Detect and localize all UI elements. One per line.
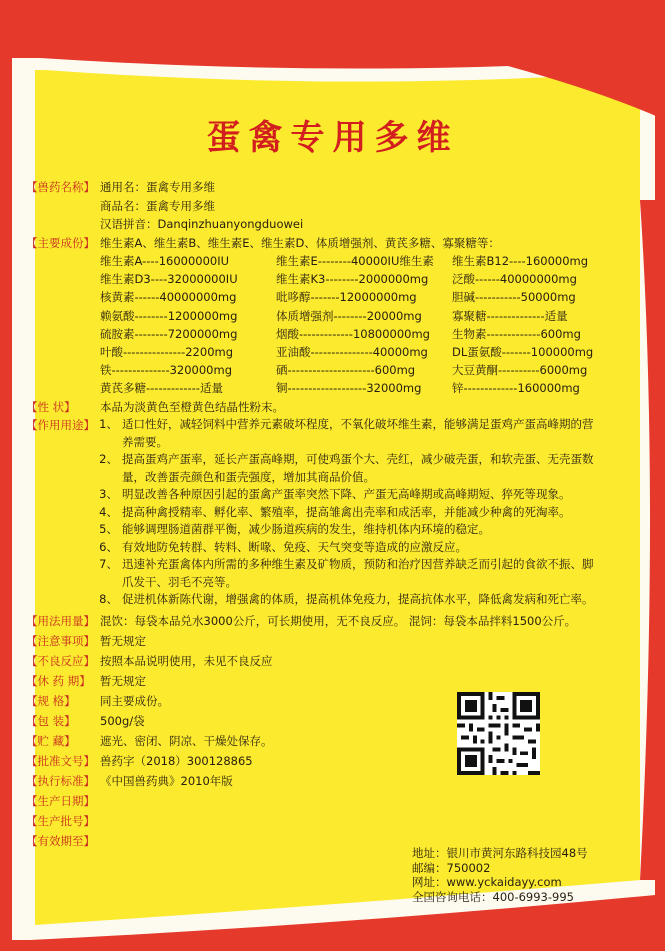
ingredients-row bbox=[26, 234, 641, 253]
field-label: 【批准文号】 bbox=[26, 753, 95, 768]
ingredient-cell: 烟酸-------------10800000mg bbox=[276, 326, 430, 341]
address: 地址：银川市黄河东路科技园48号 bbox=[412, 846, 588, 860]
pinyin-row bbox=[26, 215, 641, 234]
ingredient-cell: 锌-------------160000mg bbox=[452, 381, 580, 396]
field-row bbox=[26, 611, 641, 631]
usage-item bbox=[26, 486, 641, 504]
field-label: 【不良反应】 bbox=[26, 653, 95, 668]
ingredient-cell: 大豆黄酮----------6000mg bbox=[452, 363, 588, 378]
field-row bbox=[26, 651, 641, 671]
ingredient-cell: 维生素B12----160000mg bbox=[452, 254, 589, 268]
field-value: 混饮：每袋本品兑水3000公斤，可长期使用，无不良反应。 混饲：每袋本品拌料1500公斤。 bbox=[100, 613, 577, 628]
ingredient-cell: 维生素K3--------2000000mg bbox=[276, 272, 429, 287]
ingredients-intro: 维生素A、维生素B、维生素E、维生素D、体质增强剂、黄芪多糖、寡聚糖等： bbox=[100, 235, 500, 250]
field-value: 《中国兽药典》2010年版 bbox=[100, 773, 233, 788]
field-value: 500g/袋 bbox=[100, 713, 145, 728]
ingredient-cell: 铜-------------------32000mg bbox=[276, 381, 422, 396]
field-row bbox=[26, 731, 641, 751]
field-value: 按照本品说明使用，未见不良反应 bbox=[100, 653, 273, 668]
field-label: 【生产日期】 bbox=[26, 793, 95, 808]
ingredient-row bbox=[100, 288, 641, 306]
ingredient-cell: 维生素A----16000000IU bbox=[100, 254, 230, 268]
field-label: 【执行标准】 bbox=[26, 773, 95, 788]
pinyin-name: 汉语拼音：Danqinzhuanyongduowei bbox=[100, 217, 304, 231]
ingredient-row bbox=[100, 252, 641, 270]
usage-item bbox=[26, 556, 641, 591]
usage-item-number: 6、 bbox=[99, 539, 118, 554]
field-label: 【休 药 期】 bbox=[26, 673, 91, 688]
usage-item-number: 3、 bbox=[99, 487, 118, 502]
ingredient-cell: 亚油酸---------------40000mg bbox=[276, 345, 428, 360]
field-row bbox=[26, 771, 641, 791]
name-row bbox=[26, 178, 641, 197]
contact-block bbox=[412, 846, 588, 904]
usage-item-number: 4、 bbox=[99, 504, 118, 519]
usage-item-number: 1、 bbox=[99, 417, 118, 432]
ingredient-row bbox=[100, 307, 641, 325]
ingredients-table bbox=[100, 252, 641, 398]
usage-item-text: 迅速补充蛋禽体内所需的多种维生素及矿物质，预防和治疗因营养缺乏而引起的食欲不振、脚爪发干、羽毛不亮等。 bbox=[122, 557, 594, 589]
character-label: 【性 状】 bbox=[26, 399, 76, 414]
field-list bbox=[26, 611, 641, 851]
ingredient-row bbox=[100, 379, 641, 397]
ingredient-row bbox=[100, 343, 641, 361]
usage-item-text: 提高种禽授精率、孵化率、繁殖率，提高雏禽出壳率和成活率，并能减少种禽的死淘率。 bbox=[122, 504, 571, 519]
name-label: 【兽药名称】 bbox=[26, 180, 95, 194]
ingredient-row bbox=[100, 270, 641, 288]
usage-item-number: 2、 bbox=[99, 452, 118, 467]
ingredient-cell: 维生素E--------40000IU维生素 bbox=[276, 254, 434, 268]
ingredient-cell: 铁--------------320000mg bbox=[100, 363, 232, 378]
usage-item bbox=[26, 521, 641, 539]
usage-item bbox=[26, 416, 641, 451]
ingredient-cell: 硒---------------------600mg bbox=[276, 363, 416, 378]
hotline: 全国咨询电话：400-6993-995 bbox=[412, 889, 574, 904]
field-value: 遮光、密闭、阴凉、干燥处保存。 bbox=[100, 733, 273, 748]
usage-item-number: 5、 bbox=[99, 522, 118, 537]
product-title: 蛋禽专用多维 bbox=[206, 118, 459, 158]
field-label: 【注意事项】 bbox=[26, 633, 95, 648]
field-label: 【用法用量】 bbox=[26, 613, 95, 628]
usage-item bbox=[26, 504, 641, 522]
usage-label: 【作用用途】 bbox=[26, 418, 95, 433]
generic-name: 通用名：蛋禽专用多维 bbox=[100, 180, 215, 194]
field-value bbox=[100, 811, 641, 831]
ingredient-row bbox=[100, 325, 641, 343]
ingredient-cell: 赖氨酸--------1200000mg bbox=[100, 308, 238, 323]
trade-name-row bbox=[26, 197, 641, 216]
usage-item-text: 有效地防免转群、转料、断喙、免疫、天气突变等造成的应激反应。 bbox=[122, 539, 467, 554]
field-value: 同主要成份。 bbox=[100, 693, 169, 708]
ingredient-cell: 吡哆醇-------12000000mg bbox=[276, 290, 417, 305]
ingredient-cell: 生物素-------------600mg bbox=[452, 326, 581, 341]
field-row bbox=[26, 811, 641, 831]
field-label: 【包 装】 bbox=[26, 713, 76, 728]
usage-item-number: 7、 bbox=[99, 557, 118, 572]
ingredient-cell: 寡聚糖--------------适量 bbox=[452, 308, 568, 323]
ingredient-cell: 泛酸------40000000mg bbox=[452, 272, 577, 287]
field-label: 【贮 藏】 bbox=[26, 733, 76, 748]
field-label: 【有效期至】 bbox=[26, 833, 95, 848]
field-row bbox=[26, 751, 641, 771]
field-label: 【规 格】 bbox=[26, 693, 76, 708]
field-value: 暂无规定 bbox=[100, 673, 146, 688]
usage-item bbox=[26, 451, 641, 486]
field-row bbox=[26, 631, 641, 651]
ingredient-cell: 硫胺素--------7200000mg bbox=[100, 326, 238, 341]
usage-item bbox=[26, 591, 641, 609]
website-link[interactable]: 网址：www.yckaidayy.com bbox=[412, 875, 562, 889]
ingredient-cell: 叶酸---------------2200mg bbox=[100, 345, 234, 360]
field-row bbox=[26, 671, 641, 691]
character-text: 本品为淡黄色至橙黄色结晶性粉末。 bbox=[100, 399, 284, 414]
character-row bbox=[26, 398, 641, 417]
field-value: 兽药字（2018）300128865 bbox=[100, 753, 253, 768]
ingredient-row bbox=[100, 361, 641, 379]
usage-item-number: 8、 bbox=[99, 592, 118, 607]
ingredient-cell: DL蛋氨酸-------100000mg bbox=[452, 345, 594, 360]
field-row bbox=[26, 711, 641, 731]
field-row bbox=[26, 791, 641, 811]
usage-item-text: 适口性好，减轻饲料中营养元素破坏程度，不氧化破坏维生素，能够满足蛋鸡产蛋高峰期的营养需要。 bbox=[122, 417, 594, 449]
label-content bbox=[26, 178, 641, 851]
usage-item-text: 提高蛋鸡产蛋率，延长产蛋高峰期，可使鸡蛋个大、壳红，减少破壳蛋，和软壳蛋、无壳蛋数量，改善蛋壳颜色和蛋壳强度，增加其商品价值。 bbox=[122, 452, 594, 484]
field-value: 暂无规定 bbox=[100, 633, 146, 648]
field-row bbox=[26, 691, 641, 711]
postcode: 邮编：750002 bbox=[412, 860, 491, 875]
qr-code[interactable] bbox=[457, 692, 540, 775]
ingredient-cell: 维生素D3----32000000IU bbox=[100, 272, 238, 287]
ingredient-cell: 黄芪多糖-------------适量 bbox=[100, 381, 223, 396]
ingredients-label: 【主要成份】 bbox=[26, 235, 95, 250]
field-label: 【生产批号】 bbox=[26, 813, 95, 828]
usage-item bbox=[26, 539, 641, 557]
ingredient-cell: 胆碱-----------50000mg bbox=[452, 290, 576, 305]
field-value bbox=[100, 791, 641, 811]
usage-item-text: 能够调理肠道菌群平衡，减少肠道疾病的发生，维持机体内环境的稳定。 bbox=[122, 522, 490, 537]
usage-item-text: 促进机体新陈代谢，增强禽的体质，提高机体免疫力，提高抗体水平，降低禽发病和死亡率。 bbox=[122, 592, 594, 607]
usage-item-text: 明显改善各种原因引起的蛋禽产蛋率突然下降、产蛋无高峰期或高峰期短、猝死等现象。 bbox=[122, 487, 571, 502]
trade-name: 商品名：蛋禽专用多维 bbox=[100, 198, 215, 213]
ingredient-cell: 体质增强剂--------20000mg bbox=[276, 308, 422, 323]
usage-list bbox=[26, 416, 641, 609]
ingredient-cell: 核黄素------40000000mg bbox=[100, 290, 237, 305]
